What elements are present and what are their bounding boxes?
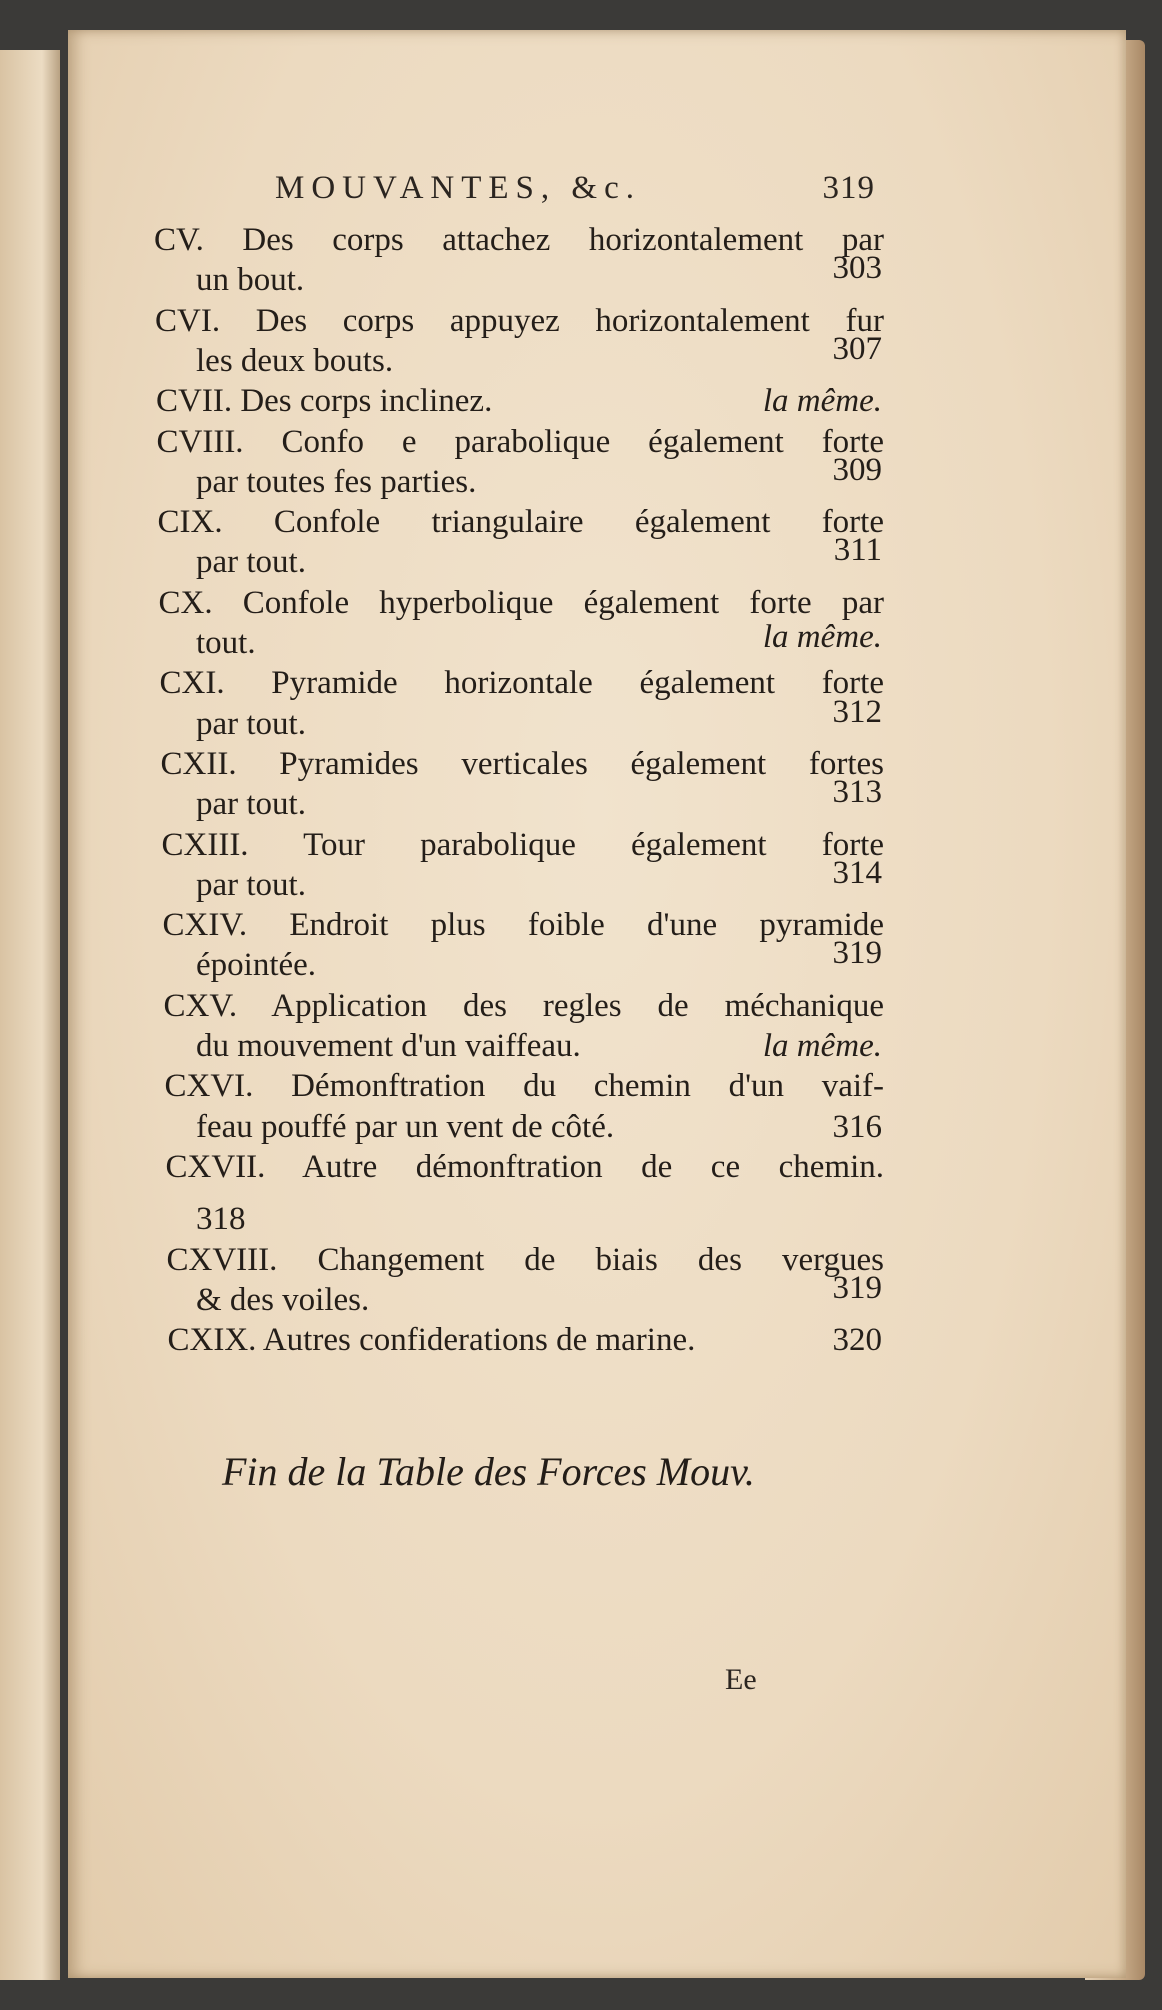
toc-line-text: par tout. [196,544,306,581]
toc-line-text: CVI. Des corps appuyez horizontalement fur [155,302,884,339]
toc-line-text: CVII. Des corps inclinez. [156,383,493,420]
toc-page-reference: la même. [762,619,882,655]
toc-line-text: CXIII. Tour parabolique également forte [161,826,884,863]
toc-line-text: feau pouffé par un vent de côté. [196,1108,615,1145]
toc-line-text: par tout. [196,866,306,903]
toc-line-text: par tout. [196,705,306,742]
toc-page-reference: 311 [833,532,882,569]
toc-line-text: 318 [196,1201,246,1238]
toc-page-reference: 316 [832,1108,882,1145]
toc-line-text: tout. [196,625,256,661]
toc-line [0,774,1162,826]
toc-page-reference: 313 [832,774,882,811]
catchword: Ee [725,1663,757,1696]
toc-line [0,250,1162,302]
toc-line [0,746,1162,786]
toc-line [0,1149,1162,1189]
toc-line-text: CV. Des corps attachez horizontalement par [154,222,884,258]
toc-line [0,424,1162,464]
toc-line-text: CXIX. Autres confiderations de marine. [167,1322,696,1359]
toc-line-text: du mouvement d'un vaiffeau. [196,1028,581,1064]
toc-line [0,383,1162,423]
toc-line [0,504,1162,544]
toc-line [0,451,1162,504]
toc-page-reference: 314 [832,854,882,891]
toc-line [0,532,1162,584]
toc-line-text: CXIV. Endroit plus foible d'une pyramide [162,907,884,944]
toc-line-text: CX. Confole hyperbolique également forte par [158,584,884,621]
toc-page-reference: 320 [832,1322,882,1359]
toc-line-text: CXVII. Autre démonftration de ce chemin. [165,1148,884,1185]
toc-line-text: CXII. Pyramides verticales également fortes [160,745,884,782]
toc-line [0,303,1162,343]
toc-line [0,1028,1162,1068]
toc-line [0,1242,1162,1282]
toc-line-text: un bout. [196,262,305,299]
toc-page-reference: 309 [832,451,882,488]
toc-line [0,907,1162,947]
toc-line-text: & des voiles. [196,1281,370,1318]
toc-page-reference: 303 [832,250,882,287]
toc-page-reference: la même. [762,1028,882,1064]
toc-page-reference: 312 [832,693,882,730]
toc-line [0,330,1162,383]
toc-line-text: épointée. [196,947,317,984]
toc-line [0,693,1162,746]
toc-line [0,1109,1162,1149]
toc-line [0,619,1162,665]
end-note: Fin de la Table des Forces Mouv. [222,1449,755,1494]
toc-page-reference: la même. [762,383,882,420]
toc-line [0,1068,1162,1108]
toc-line-text: CVIII. Confo e parabolique également forte [156,423,884,460]
toc-line [0,585,1162,625]
toc-line-text: CXVI. Démonftration du chemin d'un vaif- [164,1068,884,1105]
toc-line [0,1322,1162,1362]
running-head-title: MOUVANTES, &c. [275,170,641,206]
toc-line [0,827,1162,867]
toc-line-text: CIX. Confole triangulaire également forte [157,504,884,541]
toc-line [0,665,1162,705]
toc-line [0,854,1162,907]
toc-line-text: les deux bouts. [196,342,394,379]
toc-line [0,1269,1162,1322]
page-number: 319 [822,170,875,206]
toc-line-text: CXVIII. Changement de biais des vergues [166,1241,884,1278]
toc-line-text: CXV. Application des regles de méchanique [163,987,884,1024]
toc-line [0,988,1162,1028]
toc-line-text: CXI. Pyramide horizontale également forte [159,665,884,702]
running-head [275,170,875,207]
toc-line [0,935,1162,987]
toc-line-text: par tout. [196,786,306,823]
toc-line [0,222,1162,262]
toc-page-reference: 319 [832,1269,882,1306]
toc-page-reference: 319 [832,935,882,972]
toc-line-text: par toutes fes parties. [196,463,477,500]
toc-page-reference: 307 [832,330,882,367]
toc-line [0,1201,1162,1241]
